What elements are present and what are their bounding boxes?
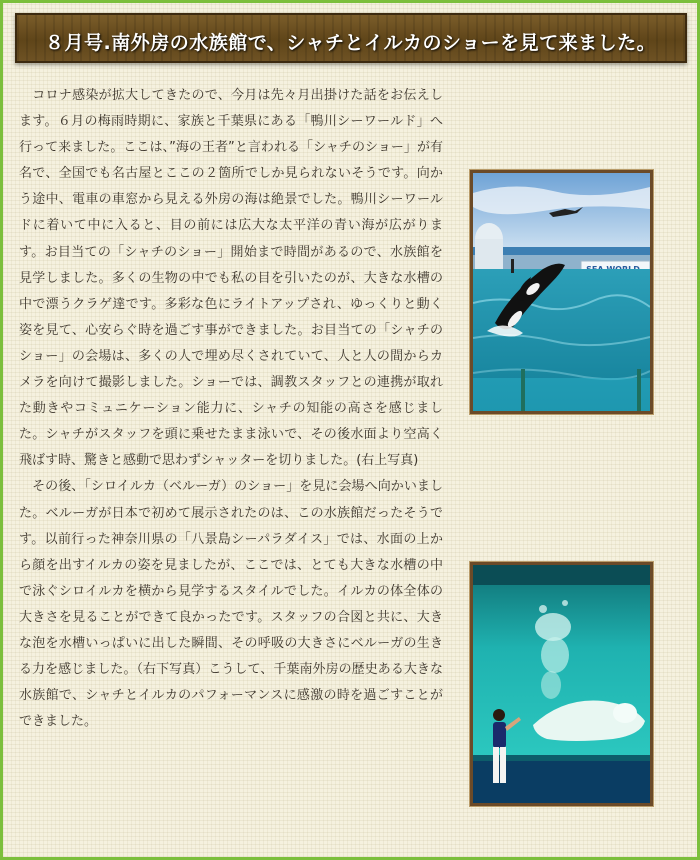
beluga-tank-illustration <box>473 565 650 803</box>
article-body <box>19 83 443 735</box>
article-paragraph-1: コロナ感染が拡大してきたので、今月は先々月出掛けた話をお伝えします。６月の梅雨時期に、家族と千葉県にある「鴨川シーワールド」へ行って来ました。ここは、”海の王者”と言われる「シャチのショー」が有名で、全国でも名古屋とここの２箇所でしか見られないそうです。向かう途中、電車の車窓から見える外房の海は絶景でした。鴨川シーワールドに着いて中に入ると、目の前には広大な太平洋の青い海が広がります。お目当ての「シャチのショー」開始まで時間があるので、水族館を見学しました。多くの生物の中でも私の目を引いたのが、大きな水槽の中で漂うクラゲ達です。多彩な色にライトアップされ、ゆっくりと動く姿を見て、心安らぐ時を過ごす事ができました。お目当ての「シャチのショー」の会場は、多くの人で埋め尽くされていて、人と人の間からカメラを向けて撮影しました。ショーでは、調教スタッフとの連携が取れた動きやコミュニケーション能力に、シャチの知能の高さを感じました。シャチがスタッフを頭に乗せたまま泳いで、その後水面より空高く飛ばす時、驚きと感動で思わずシャッターを切りました。(右上写真) <box>19 88 443 469</box>
bubble-cloud <box>535 613 571 641</box>
article-paragraph-2: その後、「シロイルカ（ベルーガ）のショー」を見に会場へ向かいました。ベルーガが日本で初めて展示されたのは、この水族館だったそうです。以前行った神奈川県の「八景島シーパラダイス」では、水面の上から顔を出すイルカの姿を見ましたが、ここでは、とても大きな水槽の中で泳ぐシロイルカを横から見学するスタイルでした。イルカの体全体の大きさを見ることができて良かったです。スタッフの合図と共に、大きな泡を水槽いっぱいに出した瞬間、その呼吸の大きさにベルーガの生きる力を感じました。（右下写真）こうして、千葉南外房の歴史ある大きな水族館で、シャチとイルカのパフォーマンスに感激の時を過ごすことができました。 <box>19 479 443 730</box>
beluga-tank-photo <box>470 562 653 806</box>
orca-show-photo <box>470 170 653 414</box>
staff-head <box>493 709 505 721</box>
staff-uniform <box>493 722 506 748</box>
title-banner <box>15 13 687 63</box>
pool-glass <box>473 378 650 411</box>
tank-rail <box>473 755 650 761</box>
orca-show-illustration <box>473 173 650 411</box>
trainer-on-stage <box>511 259 514 273</box>
floor-area <box>473 761 650 803</box>
page-title: ８月号.南外房の水族館で、シャチとイルカのショーを見て来ました。 <box>45 32 657 54</box>
